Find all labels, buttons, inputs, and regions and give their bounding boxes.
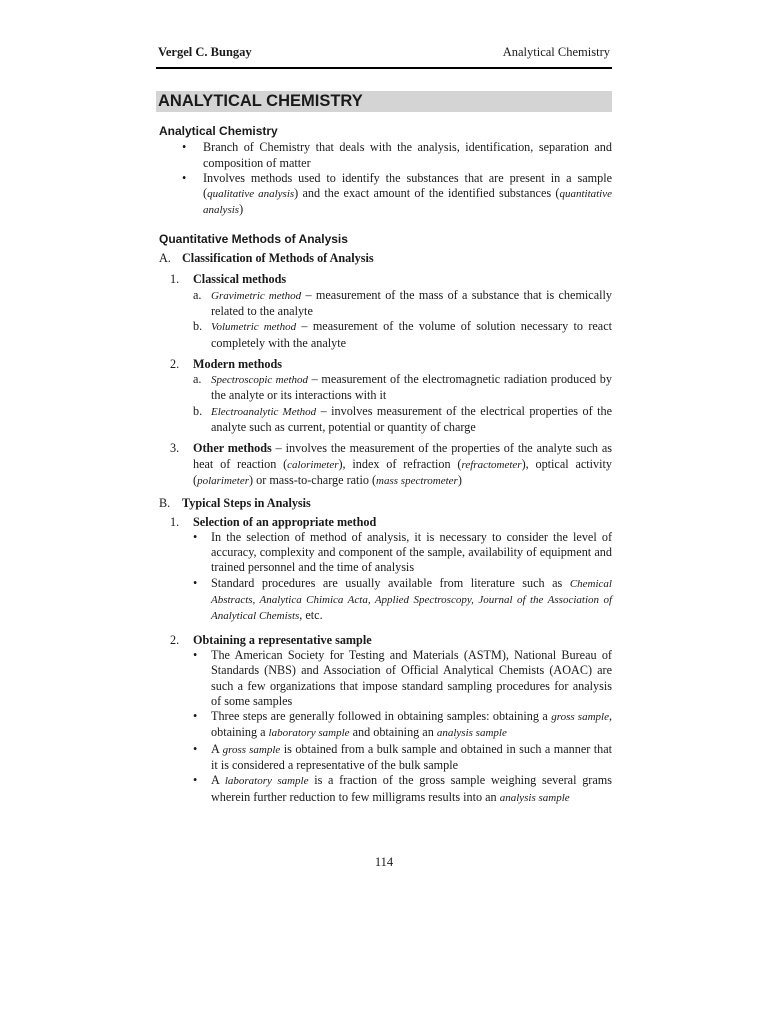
page-header — [156, 45, 612, 67]
list-item: • In the selection of method of analysis, it is necessary to consider the level of accuracy, complexity and component of the sample, availability of equipment and trained personnel and the time of analysis — [193, 529, 612, 575]
step-selection-item: 1. Selection of an appropriate method — [170, 514, 377, 529]
electroanalytic-method-item: b. Electroanalytic Method – involves measurement of the electrical properties of the analyte such as current, potential or quantity of charge — [193, 403, 612, 435]
step-selection-bullets — [193, 530, 612, 625]
list-item: • A laboratory sample is a fraction of the gross sample weighing several grams wherein further reduction to few milligrams results into an analysis sample — [193, 773, 612, 804]
page-body — [156, 124, 612, 806]
header-author: Vergel C. Bungay — [158, 45, 252, 59]
step-sampling-bullet-list — [193, 648, 612, 806]
modern-methods-item: 2. Modern methods — [170, 356, 283, 371]
list-item: • Standard procedures are usually available from literature such as Chemical Abstracts, Analytica Chimica Acta, Applied Spectroscopy, Journal of the Association of Analytical Chemists, etc. — [193, 575, 612, 623]
list-item: • Involves methods used to identify the substances that are present in a sample (qualitative analysis) and the exact amount of the identified substances (quantitative analysis) — [182, 170, 612, 217]
spectroscopic-method-item: a. Spectroscopic method – measurement of the electromagnetic radiation produced by the analyte or its interactions with it — [193, 372, 612, 403]
step-sampling-bullets — [193, 648, 612, 806]
classical-methods-item: 1. Classical methods — [170, 272, 287, 287]
step-sampling-item: 2. Obtaining a representative sample — [170, 632, 372, 647]
section-b-heading: B. Typical Steps in Analysis — [159, 496, 311, 511]
header-course-title: Analytical Chemistry — [502, 45, 610, 59]
section-a-heading: A. Classification of Methods of Analysis — [159, 251, 374, 266]
other-methods-item: 3. Other methods – involves the measurement of the properties of the analyte such as heat of reaction (calorimeter), index of refraction (refractometer), optical activity (polarimeter) or mass-to-charge ratio (mass spectrometer) — [170, 441, 613, 487]
list-item: • Three steps are generally followed in obtaining samples: obtaining a gross sample, obtaining a laboratory sample and obtaining an analysis sample — [193, 709, 612, 740]
list-item: • A gross sample is obtained from a bulk sample and obtained in such a manner that it is considered a representative of the bulk sample — [193, 741, 612, 772]
section-heading-quantitative-methods: Quantitative Methods of Analysis — [159, 231, 348, 246]
step-selection-bullet-list — [193, 530, 612, 625]
list-item: • The American Society for Testing and Materials (ASTM), National Bureau of Standards (NBS) and Association of Official Analytical Chemists (AOAC) are such a few organizations that impose standard sampling procedures for analysis of some samples — [193, 647, 612, 708]
header-divider — [156, 67, 612, 69]
page-number: 114 — [374, 855, 394, 869]
section-heading-analytical-chemistry: Analytical Chemistry — [159, 124, 278, 138]
intro-bullet-list — [156, 140, 612, 218]
list-item: • Branch of Chemistry that deals with the analysis, identification, separation and composition of matter — [182, 140, 612, 170]
volumetric-method-item: b. Volumetric method – measurement of the volume of solution necessary to react completely with the analyte — [193, 319, 612, 350]
gravimetric-method-item: a. Gravimetric method – measurement of the mass of a substance that is chemically related to the analyte — [193, 287, 612, 318]
chapter-title: ANALYTICAL CHEMISTRY — [156, 91, 612, 112]
